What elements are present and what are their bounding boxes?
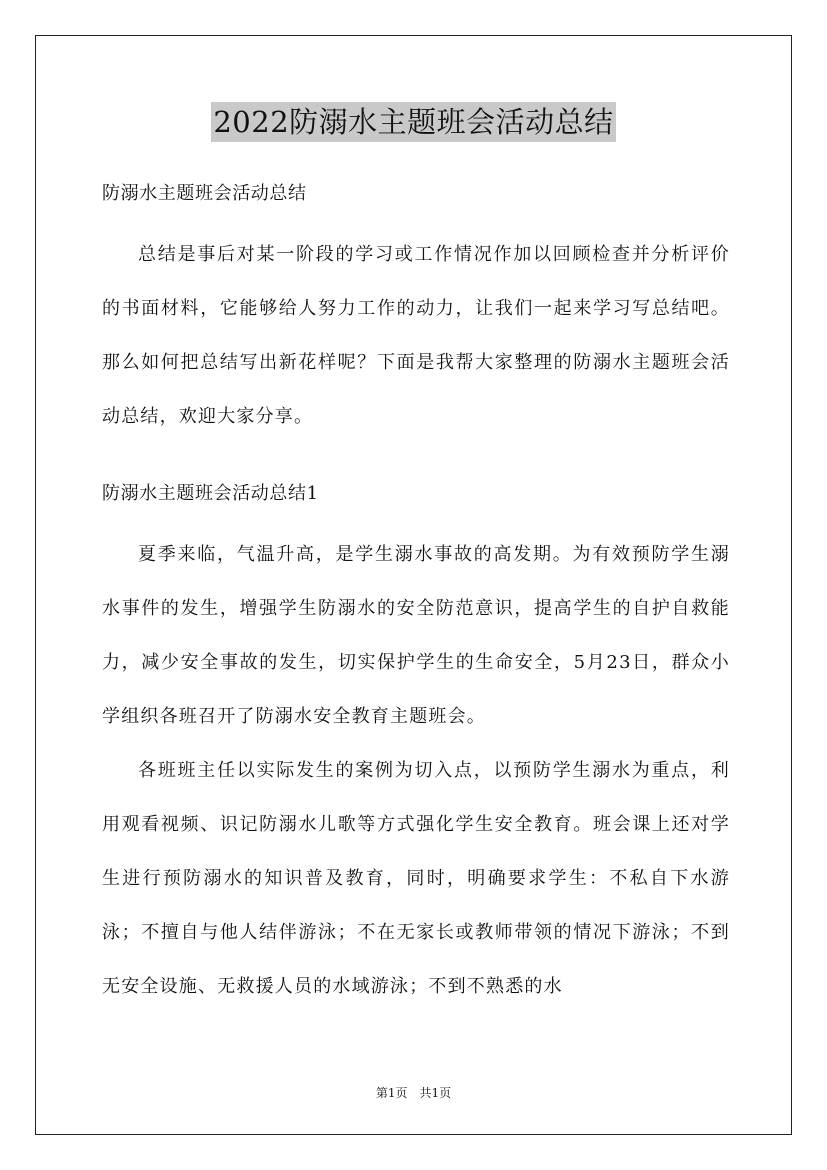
page-footer: 第1页 共1页 bbox=[375, 1086, 452, 1100]
section-heading: 防溺水主题班会活动总结1 bbox=[102, 483, 319, 504]
spacer bbox=[102, 444, 730, 480]
document-title: 2022防溺水主题班会活动总结 bbox=[211, 102, 615, 142]
spacer bbox=[102, 508, 730, 528]
document-heading: 防溺水主题班会活动总结 bbox=[102, 183, 307, 204]
title-container bbox=[0, 102, 827, 142]
section-paragraph: 夏季来临，气温升高，是学生溺水事故的高发期。为有效预防学生溺水事件的发生，增强学生防溺水的安全防范意识，提高学生的自护自救能力，减少安全事故的发生，切实保护学生的生命安全，5月23日，群众小学组织各班召开了防溺水安全教育主题班会。 bbox=[102, 544, 730, 727]
intro-paragraph: 总结是事后对某一阶段的学习或工作情况作加以回顾检查并分析评价的书面材料，它能够给人努力工作的动力，让我们一起来学习写总结吧。那么如何把总结写出新花样呢？下面是我帮大家整理的防溺水主题班会活动总结，欢迎大家分享。 bbox=[102, 244, 730, 427]
document-body bbox=[102, 180, 730, 1014]
section-paragraph: 各班班主任以实际发生的案例为切入点，以预防学生溺水为重点，利用观看视频、识记防溺水儿歌等方式强化学生安全教育。班会课上还对学生进行预防溺水的知识普及教育，同时，明确要求学生：不私自下水游泳；不擅自与他人结伴游泳；不在无家长或教师带领的情况下游泳；不到无安全设施、无救援人员的水域游泳；不到不熟悉的水 bbox=[102, 760, 730, 997]
spacer bbox=[102, 208, 730, 228]
